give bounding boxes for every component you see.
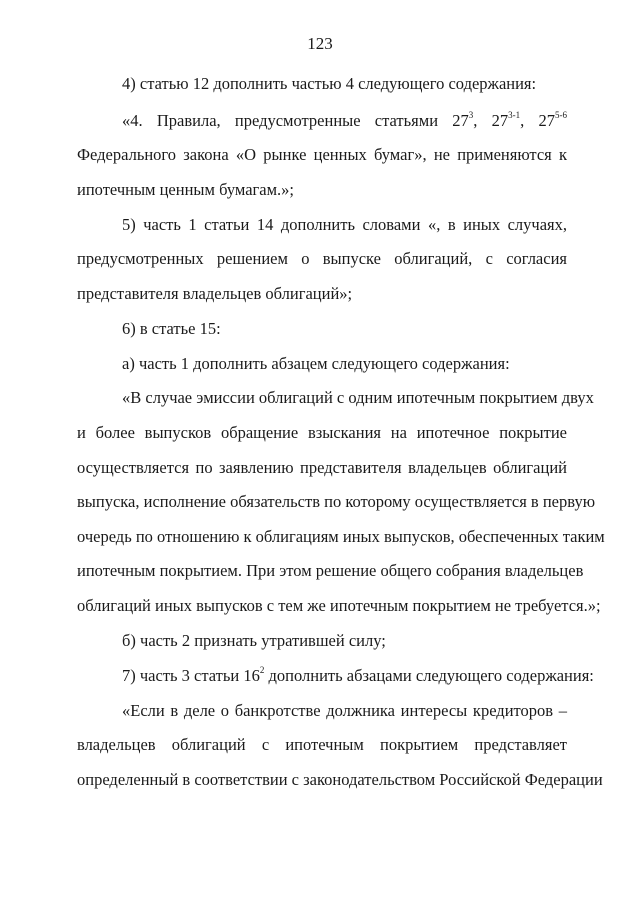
text-line: владельцев облигаций с ипотечным покрытием представляет	[77, 735, 567, 754]
text-fragment: 7) часть 3 статьи 16	[122, 666, 260, 685]
text-fragment: «4. Правила, предусмотренные статьями 27	[122, 111, 469, 130]
paragraph-item-5: 5) часть 1 статьи 14 дополнить словами «, в иных случаях,	[122, 215, 567, 234]
text-fragment: , 27	[520, 111, 555, 130]
quoted-text-line: «Если в деле о банкротстве должника интересы кредиторов –	[122, 701, 567, 720]
superscript: 3-1	[508, 109, 521, 120]
text-line: предусмотренных решением о выпуске облигаций, с согласия	[77, 249, 567, 268]
quoted-text-line: «В случае эмиссии облигаций с одним ипотечным покрытием двух	[122, 388, 594, 407]
text-line: облигаций иных выпусков с тем же ипотечным покрытием не требуется.»;	[77, 596, 601, 615]
superscript: 3	[468, 109, 474, 120]
text-line: выпуска, исполнение обязательств по которому осуществляется в первую	[77, 492, 596, 511]
paragraph-item-6: 6) в статье 15:	[122, 319, 221, 338]
text-line: ипотечным ценным бумагам.»;	[77, 180, 295, 199]
subparagraph-b: б) часть 2 признать утратившей силу;	[122, 631, 386, 650]
text-line: ипотечным покрытием. При этом решение общего собрания владельцев	[77, 561, 584, 580]
text-line: и более выпусков обращение взыскания на ипотечное покрытие	[77, 423, 567, 442]
text-line: представителя владельцев облигаций»;	[77, 284, 353, 303]
text-line: определенный в соответствии с законодательством Российской Федерации	[77, 770, 603, 789]
subparagraph-a: а) часть 1 дополнить абзацем следующего содержания:	[122, 354, 510, 373]
page-number: 123	[307, 34, 333, 53]
text-line: осуществляется по заявлению представителя владельцев облигаций	[77, 458, 567, 477]
text-line: очередь по отношению к облигациям иных выпусков, обеспеченных таким	[77, 527, 605, 546]
quoted-rule-line	[122, 111, 567, 131]
superscript: 5-6	[555, 109, 567, 120]
paragraph-item-7	[122, 664, 594, 686]
paragraph-item-4: 4) статью 12 дополнить частью 4 следующего содержания:	[122, 74, 537, 93]
text-fragment: , 27	[473, 111, 509, 130]
text-line: Федерального закона «О рынке ценных бумаг», не применяются к	[77, 145, 567, 164]
text-fragment: дополнить абзацами следующего содержания:	[264, 666, 594, 685]
superscript: 2	[259, 664, 265, 675]
